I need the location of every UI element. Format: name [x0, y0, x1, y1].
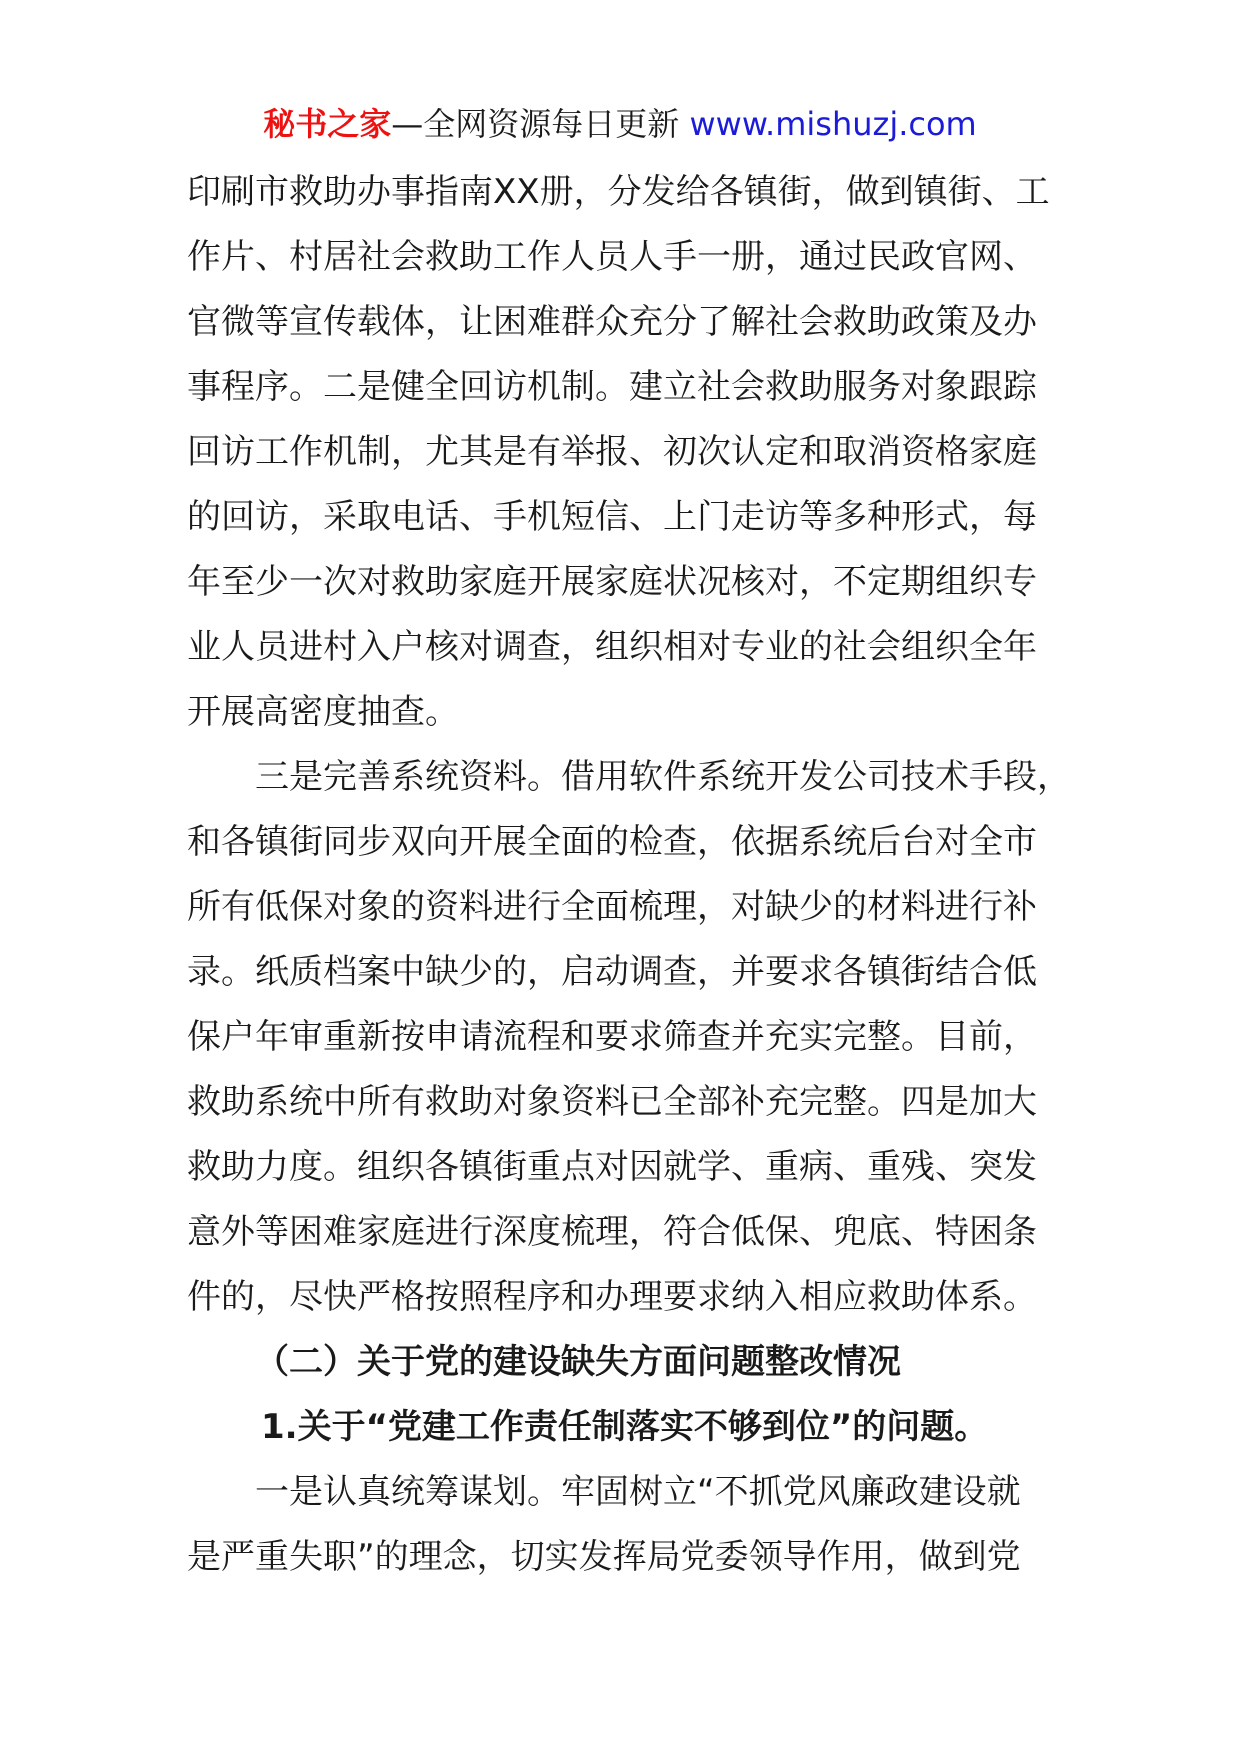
document-body	[187, 160, 1071, 1590]
body-line: 作片、村居社会救助工作人员人手一册，通过民政官网、	[187, 237, 1037, 277]
body-line: 事程序。二是健全回访机制。建立社会救助服务对象跟踪	[187, 367, 1037, 407]
body-line: 官微等宣传载体，让困难群众充分了解社会救助政策及办	[187, 302, 1037, 342]
body-line: 所有低保对象的资料进行全面梳理，对缺少的材料进行补	[187, 887, 1037, 927]
site-tagline: —全网资源每日更新	[391, 105, 690, 143]
body-line: 和各镇街同步双向开展全面的检查，依据系统后台对全市	[187, 822, 1037, 862]
section-heading: （二）关于党的建设缺失方面问题整改情况	[255, 1342, 901, 1382]
paragraph-start-line: 三是完善系统资料。借用软件系统开发公司技术手段，	[255, 757, 1071, 797]
body-line: 年至少一次对救助家庭开展家庭状况核对，不定期组织专	[187, 562, 1037, 602]
body-line: 回访工作机制，尤其是有举报、初次认定和取消资格家庭	[187, 432, 1037, 472]
body-line: 录。纸质档案中缺少的，启动调查，并要求各镇街结合低	[187, 952, 1037, 992]
body-line: 是严重失职”的理念，切实发挥局党委领导作用，做到党	[187, 1537, 1021, 1577]
site-name: 秘书之家	[263, 105, 392, 143]
site-header	[0, 100, 1240, 148]
body-line: 业人员进村入户核对调查，组织相对专业的社会组织全年	[187, 627, 1037, 667]
subsection-heading: 1.关于“党建工作责任制落实不够到位”的问题。	[261, 1407, 989, 1447]
body-line: 的回访，采取电话、手机短信、上门走访等多种形式，每	[187, 497, 1037, 537]
body-line: 印刷市救助办事指南XX册，分发给各镇街，做到镇街、工	[187, 172, 1050, 212]
body-line: 救助力度。组织各镇街重点对因就学、重病、重残、突发	[187, 1147, 1037, 1187]
body-line: 意外等困难家庭进行深度梳理，符合低保、兜底、特困条	[187, 1212, 1037, 1252]
body-line: 开展高密度抽查。	[187, 692, 459, 732]
site-url[interactable]: www.mishuzj.com	[689, 105, 977, 143]
body-line: 件的，尽快严格按照程序和办理要求纳入相应救助体系。	[187, 1277, 1037, 1317]
body-line: 救助系统中所有救助对象资料已全部补充完整。四是加大	[187, 1082, 1037, 1122]
body-line: 保户年审重新按申请流程和要求筛查并充实完整。目前，	[187, 1017, 1037, 1057]
paragraph-start-line: 一是认真统筹谋划。牢固树立“不抓党风廉政建设就	[255, 1472, 1021, 1512]
